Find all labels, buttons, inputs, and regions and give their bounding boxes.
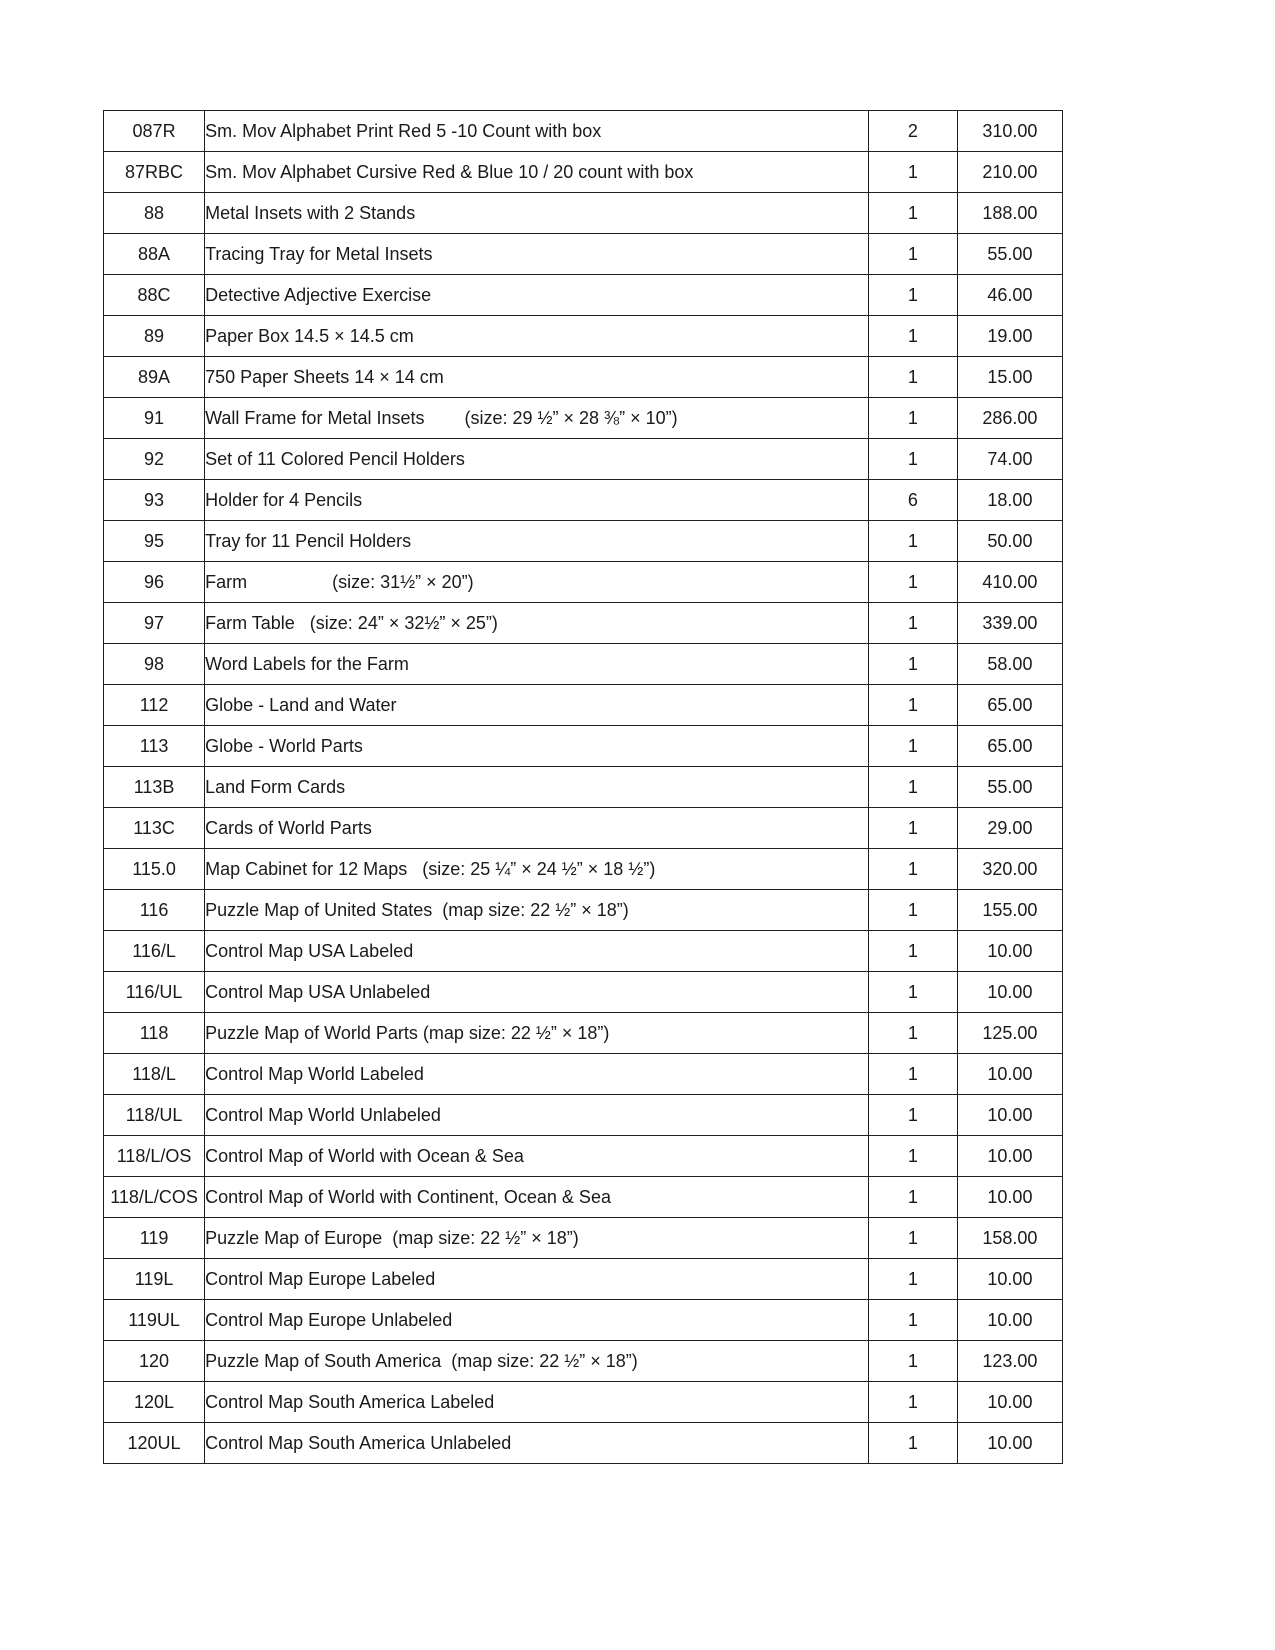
item-price-cell: 10.00 xyxy=(957,1259,1062,1300)
item-quantity-cell: 1 xyxy=(868,152,957,193)
item-quantity-cell: 1 xyxy=(868,193,957,234)
item-description-cell: Globe - World Parts xyxy=(205,726,869,767)
item-price-cell: 210.00 xyxy=(957,152,1062,193)
table-row xyxy=(104,931,1063,972)
item-price-cell: 46.00 xyxy=(957,275,1062,316)
item-description-cell: Farm Table (size: 24” × 32½” × 25”) xyxy=(205,603,869,644)
item-price-cell: 339.00 xyxy=(957,603,1062,644)
item-description-cell: Control Map USA Labeled xyxy=(205,931,869,972)
item-quantity-cell: 1 xyxy=(868,398,957,439)
price-list-table xyxy=(103,110,1063,1464)
item-code-cell: 116 xyxy=(104,890,205,931)
table-row xyxy=(104,1136,1063,1177)
item-quantity-cell: 1 xyxy=(868,685,957,726)
item-quantity-cell: 1 xyxy=(868,562,957,603)
item-quantity-cell: 1 xyxy=(868,316,957,357)
table-row xyxy=(104,1054,1063,1095)
table-row xyxy=(104,111,1063,152)
item-description-cell: Detective Adjective Exercise xyxy=(205,275,869,316)
item-code-cell: 96 xyxy=(104,562,205,603)
item-description-cell: Sm. Mov Alphabet Cursive Red & Blue 10 / 20 count with box xyxy=(205,152,869,193)
item-description-cell: Puzzle Map of Europe (map size: 22 ½” × 18”) xyxy=(205,1218,869,1259)
price-list-body xyxy=(104,111,1063,1464)
table-row xyxy=(104,1382,1063,1423)
table-row xyxy=(104,439,1063,480)
item-price-cell: 155.00 xyxy=(957,890,1062,931)
item-price-cell: 286.00 xyxy=(957,398,1062,439)
table-row xyxy=(104,152,1063,193)
table-row xyxy=(104,1341,1063,1382)
item-quantity-cell: 1 xyxy=(868,767,957,808)
item-price-cell: 158.00 xyxy=(957,1218,1062,1259)
item-description-cell: Control Map Europe Labeled xyxy=(205,1259,869,1300)
item-code-cell: 91 xyxy=(104,398,205,439)
item-quantity-cell: 2 xyxy=(868,111,957,152)
item-quantity-cell: 1 xyxy=(868,1136,957,1177)
item-price-cell: 18.00 xyxy=(957,480,1062,521)
item-price-cell: 55.00 xyxy=(957,767,1062,808)
item-quantity-cell: 1 xyxy=(868,890,957,931)
item-code-cell: 95 xyxy=(104,521,205,562)
item-quantity-cell: 1 xyxy=(868,521,957,562)
item-price-cell: 10.00 xyxy=(957,1136,1062,1177)
item-quantity-cell: 1 xyxy=(868,357,957,398)
item-code-cell: 118 xyxy=(104,1013,205,1054)
item-description-cell: Control Map of World with Continent, Ocean & Sea xyxy=(205,1177,869,1218)
item-price-cell: 15.00 xyxy=(957,357,1062,398)
item-quantity-cell: 1 xyxy=(868,1300,957,1341)
item-code-cell: 120UL xyxy=(104,1423,205,1464)
item-description-cell: 750 Paper Sheets 14 × 14 cm xyxy=(205,357,869,398)
item-price-cell: 10.00 xyxy=(957,1177,1062,1218)
item-code-cell: 119UL xyxy=(104,1300,205,1341)
item-quantity-cell: 1 xyxy=(868,1177,957,1218)
table-row xyxy=(104,398,1063,439)
item-quantity-cell: 1 xyxy=(868,603,957,644)
item-description-cell: Metal Insets with 2 Stands xyxy=(205,193,869,234)
item-code-cell: 113 xyxy=(104,726,205,767)
item-code-cell: 87RBC xyxy=(104,152,205,193)
item-price-cell: 29.00 xyxy=(957,808,1062,849)
item-quantity-cell: 1 xyxy=(868,849,957,890)
item-code-cell: 93 xyxy=(104,480,205,521)
item-price-cell: 65.00 xyxy=(957,726,1062,767)
item-description-cell: Control Map South America Unlabeled xyxy=(205,1423,869,1464)
table-row xyxy=(104,316,1063,357)
item-price-cell: 10.00 xyxy=(957,1054,1062,1095)
item-description-cell: Puzzle Map of South America (map size: 22 ½” × 18”) xyxy=(205,1341,869,1382)
item-code-cell: 119 xyxy=(104,1218,205,1259)
item-code-cell: 120L xyxy=(104,1382,205,1423)
item-code-cell: 88A xyxy=(104,234,205,275)
item-quantity-cell: 1 xyxy=(868,1341,957,1382)
item-price-cell: 10.00 xyxy=(957,972,1062,1013)
item-price-cell: 188.00 xyxy=(957,193,1062,234)
table-row xyxy=(104,1095,1063,1136)
table-row xyxy=(104,521,1063,562)
item-description-cell: Puzzle Map of United States (map size: 22 ½” × 18”) xyxy=(205,890,869,931)
item-quantity-cell: 1 xyxy=(868,931,957,972)
item-price-cell: 410.00 xyxy=(957,562,1062,603)
item-description-cell: Control Map World Unlabeled xyxy=(205,1095,869,1136)
item-price-cell: 123.00 xyxy=(957,1341,1062,1382)
table-row xyxy=(104,767,1063,808)
item-quantity-cell: 1 xyxy=(868,1095,957,1136)
item-description-cell: Sm. Mov Alphabet Print Red 5 -10 Count with box xyxy=(205,111,869,152)
item-price-cell: 125.00 xyxy=(957,1013,1062,1054)
table-row xyxy=(104,193,1063,234)
item-description-cell: Holder for 4 Pencils xyxy=(205,480,869,521)
item-code-cell: 118/L xyxy=(104,1054,205,1095)
item-code-cell: 116/UL xyxy=(104,972,205,1013)
item-quantity-cell: 1 xyxy=(868,1218,957,1259)
item-description-cell: Control Map South America Labeled xyxy=(205,1382,869,1423)
table-row xyxy=(104,1013,1063,1054)
item-description-cell: Farm (size: 31½” × 20”) xyxy=(205,562,869,603)
item-price-cell: 320.00 xyxy=(957,849,1062,890)
item-description-cell: Set of 11 Colored Pencil Holders xyxy=(205,439,869,480)
item-description-cell: Control Map USA Unlabeled xyxy=(205,972,869,1013)
item-code-cell: 118/UL xyxy=(104,1095,205,1136)
item-code-cell: 88C xyxy=(104,275,205,316)
table-row xyxy=(104,685,1063,726)
item-quantity-cell: 1 xyxy=(868,1423,957,1464)
item-price-cell: 55.00 xyxy=(957,234,1062,275)
table-row xyxy=(104,480,1063,521)
table-row xyxy=(104,562,1063,603)
item-price-cell: 65.00 xyxy=(957,685,1062,726)
table-row xyxy=(104,603,1063,644)
item-description-cell: Globe - Land and Water xyxy=(205,685,869,726)
table-row xyxy=(104,1300,1063,1341)
item-quantity-cell: 1 xyxy=(868,644,957,685)
item-quantity-cell: 1 xyxy=(868,1259,957,1300)
table-row xyxy=(104,1259,1063,1300)
table-row xyxy=(104,644,1063,685)
item-description-cell: Cards of World Parts xyxy=(205,808,869,849)
item-price-cell: 50.00 xyxy=(957,521,1062,562)
table-row xyxy=(104,1218,1063,1259)
item-price-cell: 19.00 xyxy=(957,316,1062,357)
item-code-cell: 118/L/OS xyxy=(104,1136,205,1177)
item-code-cell: 113C xyxy=(104,808,205,849)
item-quantity-cell: 1 xyxy=(868,439,957,480)
table-row xyxy=(104,972,1063,1013)
table-row xyxy=(104,849,1063,890)
item-description-cell: Word Labels for the Farm xyxy=(205,644,869,685)
item-quantity-cell: 6 xyxy=(868,480,957,521)
item-code-cell: 89A xyxy=(104,357,205,398)
item-price-cell: 10.00 xyxy=(957,1300,1062,1341)
item-description-cell: Wall Frame for Metal Insets (size: 29 ½” × 28 ⅜” × 10”) xyxy=(205,398,869,439)
item-code-cell: 88 xyxy=(104,193,205,234)
item-code-cell: 116/L xyxy=(104,931,205,972)
item-code-cell: 115.0 xyxy=(104,849,205,890)
item-price-cell: 310.00 xyxy=(957,111,1062,152)
item-price-cell: 10.00 xyxy=(957,1382,1062,1423)
item-code-cell: 120 xyxy=(104,1341,205,1382)
item-description-cell: Tracing Tray for Metal Insets xyxy=(205,234,869,275)
table-row xyxy=(104,726,1063,767)
table-row xyxy=(104,357,1063,398)
item-description-cell: Control Map Europe Unlabeled xyxy=(205,1300,869,1341)
item-description-cell: Paper Box 14.5 × 14.5 cm xyxy=(205,316,869,357)
item-price-cell: 58.00 xyxy=(957,644,1062,685)
item-price-cell: 74.00 xyxy=(957,439,1062,480)
item-description-cell: Control Map of World with Ocean & Sea xyxy=(205,1136,869,1177)
table-row xyxy=(104,1177,1063,1218)
item-quantity-cell: 1 xyxy=(868,1054,957,1095)
table-row xyxy=(104,234,1063,275)
item-quantity-cell: 1 xyxy=(868,1013,957,1054)
item-description-cell: Tray for 11 Pencil Holders xyxy=(205,521,869,562)
item-price-cell: 10.00 xyxy=(957,1095,1062,1136)
table-row xyxy=(104,275,1063,316)
item-description-cell: Control Map World Labeled xyxy=(205,1054,869,1095)
item-code-cell: 89 xyxy=(104,316,205,357)
item-code-cell: 97 xyxy=(104,603,205,644)
item-code-cell: 119L xyxy=(104,1259,205,1300)
item-price-cell: 10.00 xyxy=(957,931,1062,972)
item-quantity-cell: 1 xyxy=(868,234,957,275)
item-code-cell: 98 xyxy=(104,644,205,685)
item-quantity-cell: 1 xyxy=(868,275,957,316)
item-code-cell: 118/L/COS xyxy=(104,1177,205,1218)
item-code-cell: 113B xyxy=(104,767,205,808)
item-price-cell: 10.00 xyxy=(957,1423,1062,1464)
table-row xyxy=(104,1423,1063,1464)
table-row xyxy=(104,808,1063,849)
item-quantity-cell: 1 xyxy=(868,972,957,1013)
item-quantity-cell: 1 xyxy=(868,1382,957,1423)
item-code-cell: 112 xyxy=(104,685,205,726)
item-quantity-cell: 1 xyxy=(868,808,957,849)
item-code-cell: 92 xyxy=(104,439,205,480)
item-description-cell: Map Cabinet for 12 Maps (size: 25 ¼” × 24 ½” × 18 ½”) xyxy=(205,849,869,890)
item-quantity-cell: 1 xyxy=(868,726,957,767)
table-row xyxy=(104,890,1063,931)
item-description-cell: Puzzle Map of World Parts (map size: 22 ½” × 18”) xyxy=(205,1013,869,1054)
item-description-cell: Land Form Cards xyxy=(205,767,869,808)
item-code-cell: 087R xyxy=(104,111,205,152)
